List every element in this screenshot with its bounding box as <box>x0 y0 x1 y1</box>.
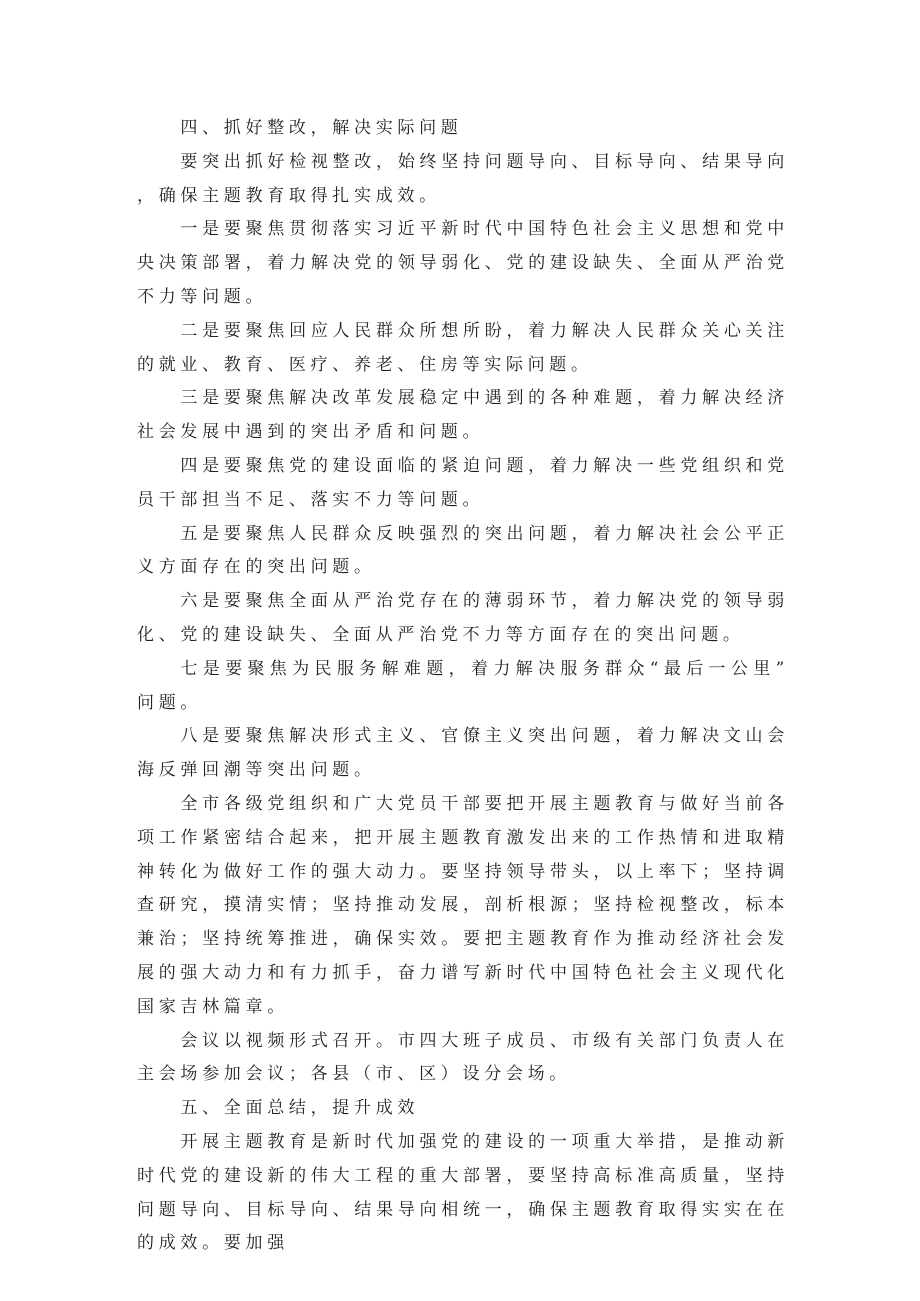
paragraph-point-6: 六是要聚焦全面从严治党存在的薄弱环节，着力解决党的领导弱化、党的建设缺失、全面从严治党不力等方面存在的突出问题。 <box>137 591 789 645</box>
paragraph-point-2: 二是要聚焦回应人民群众所想所盼，着力解决人民群众关心关注的就业、教育、医疗、养老、住房等实际问题。 <box>137 320 789 375</box>
section-heading-5: 五、全面总结，提升成效 <box>180 1098 420 1119</box>
paragraph-meeting-format: 会议以视频形式召开。市四大班子成员、市级有关部门负责人在主会场参加会议；各县（市、区）设分会场。 <box>137 1030 789 1085</box>
paragraph-summary: 开展主题教育是新时代加强党的建设的一项重大举措，是推动新时代党的建设新的伟大工程的重大部署，要坚持高标准高质量，坚持问题导向、目标导向、结果导向相统一，确保主题教育取得实实在在的成效。要加强 <box>137 1131 789 1254</box>
document-body <box>137 112 789 1261</box>
paragraph-point-1: 一是要聚焦贯彻落实习近平新时代中国特色社会主义思想和党中央决策部署，着力解决党的领导弱化、党的建设缺失、全面从严治党不力等问题。 <box>137 219 789 307</box>
paragraph-point-4: 四是要聚焦党的建设面临的紧迫问题，着力解决一些党组织和党员干部担当不足、落实不力等问题。 <box>137 455 789 510</box>
section-heading-4: 四、抓好整改，解决实际问题 <box>180 118 463 138</box>
paragraph-point-8: 八是要聚焦解决形式主义、官僚主义突出问题，着力解决文山会海反弹回潮等突出问题。 <box>137 726 789 781</box>
paragraph-point-3: 三是要聚焦解决改革发展稳定中遇到的各种难题，着力解决经济社会发展中遇到的突出矛盾和问题。 <box>137 388 789 443</box>
paragraph-point-5: 五是要聚焦人民群众反映强烈的突出问题，着力解决社会公平正义方面存在的突出问题。 <box>137 523 789 578</box>
paragraph-point-7: 七是要聚焦为民服务解难题，着力解决服务群众“最后一公里”问题。 <box>137 658 789 713</box>
paragraph-rectification-intro: 要突出抓好检视整改，始终坚持问题导向、目标导向、结果导向，确保主题教育取得扎实成效。 <box>137 151 789 206</box>
paragraph-city-organizations: 全市各级党组织和广大党员干部要把开展主题教育与做好当前各项工作紧密结合起来，把开展主题教育激发出来的工作热情和进取精神转化为做好工作的强大动力。要坚持领导带头，以上率下；坚持调查研究，摸清实情；坚持推动发展，剖析根源；坚持检视整改，标本兼治；坚持统筹推进，确保实效。要把主题教育作为推动经济社会发展的强大动力和有力抓手，奋力谱写新时代中国特色社会主义现代化国家吉林篇章。 <box>137 793 789 1017</box>
